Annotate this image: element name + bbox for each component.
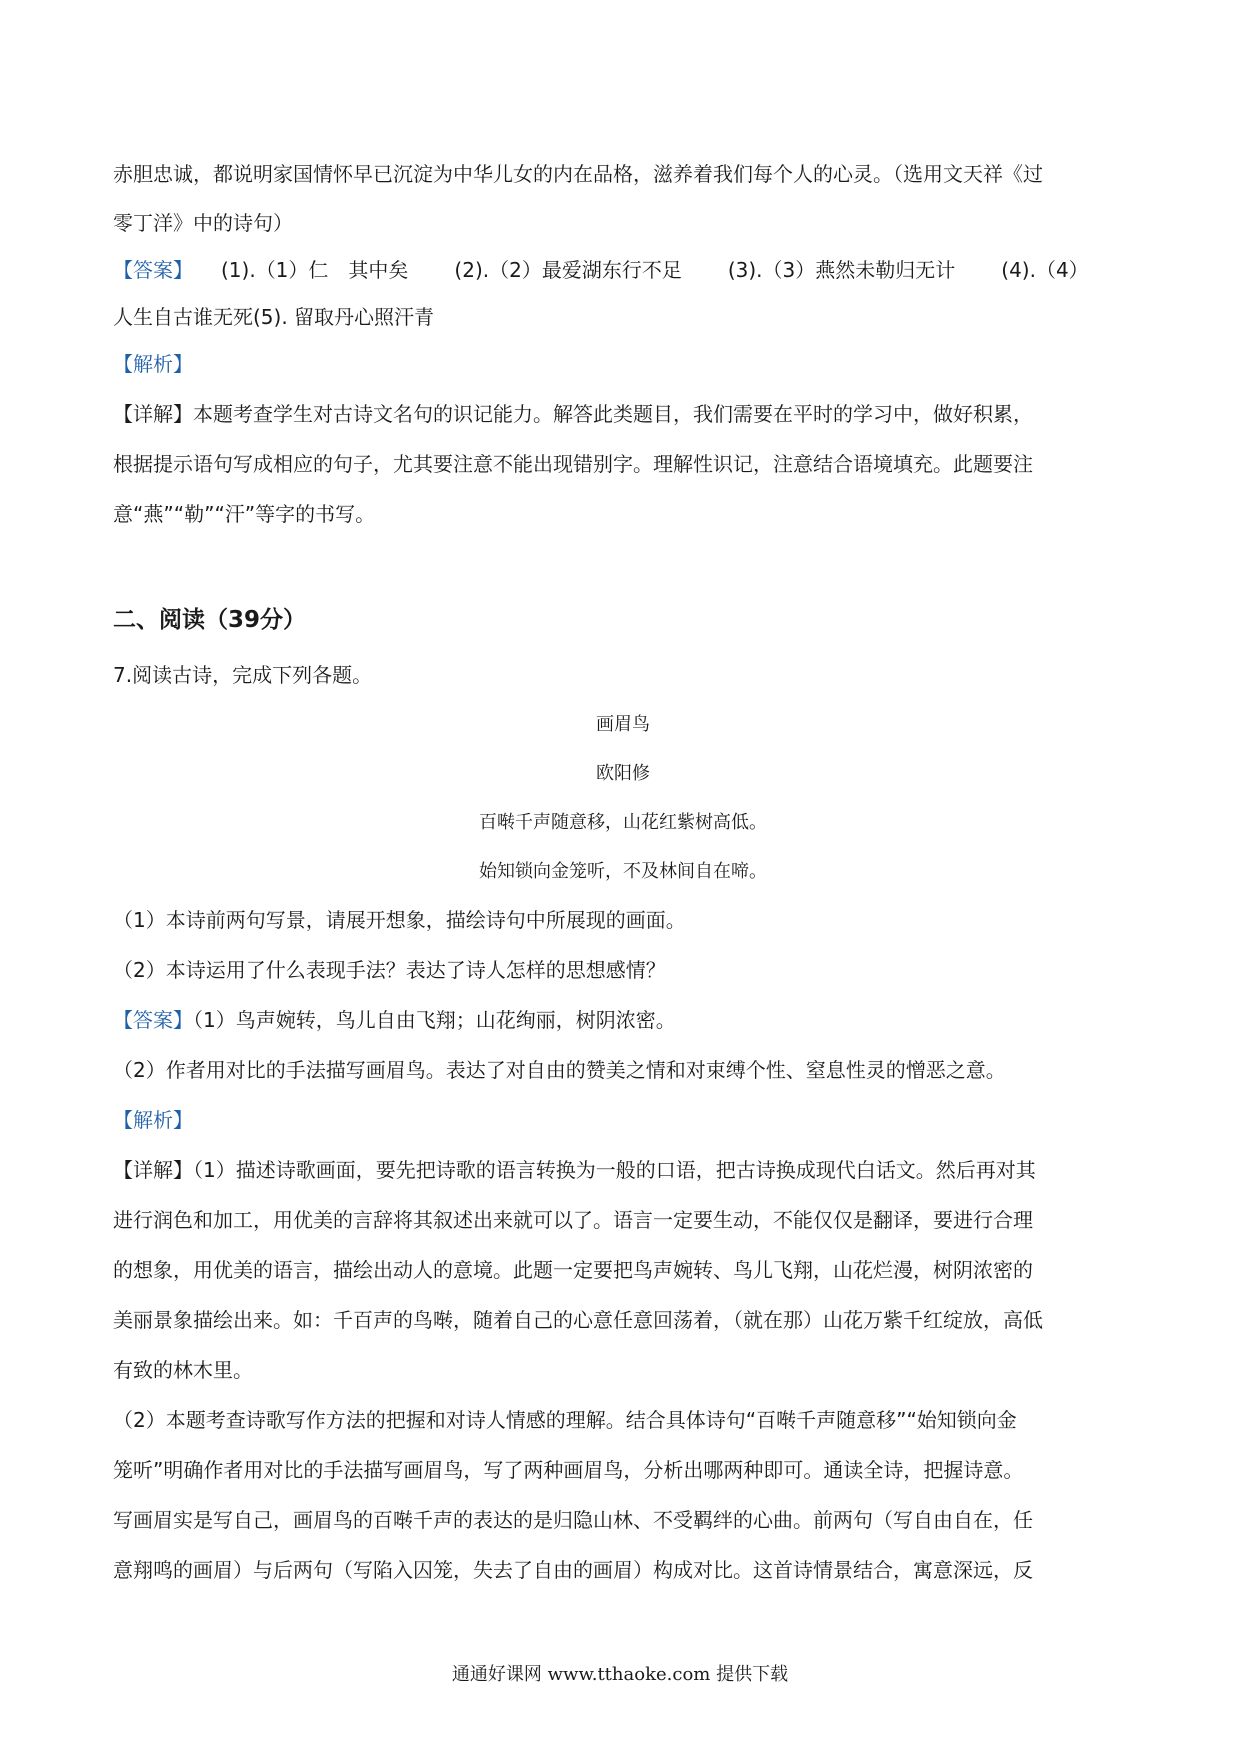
answer-item: (1).（1）仁 其中矣 <box>221 258 409 282</box>
poem-line: 百啭千声随意移，山花红紫树高低。 <box>479 812 767 833</box>
text-line: 有致的林木里。 <box>113 1358 253 1382</box>
text-line: 意翔鸣的画眉）与后两句（写陷入囚笼，失去了自由的画眉）构成对比。这首诗情景结合，寓意深远，反 <box>113 1558 1033 1582</box>
answer-item: (5). 留取丹心照汗青 <box>253 305 435 329</box>
poem-title: 画眉鸟 <box>596 714 650 735</box>
detail-label: 【详解】 <box>113 402 193 426</box>
sub-question: （1）本诗前两句写景，请展开想象，描绘诗句中所展现的画面。 <box>113 908 686 932</box>
answer-text: （2）作者用对比的手法描写画眉鸟。表达了对自由的赞美之情和对束缚个性、窒息性灵的憎恶之意。 <box>113 1058 1006 1082</box>
text-line: 的想象，用优美的语言，描绘出动人的意境。此题一定要把鸟声婉转、鸟儿飞翔，山花烂漫，树阴浓密的 <box>113 1258 1033 1282</box>
sub-question: （2）本诗运用了什么表现手法？表达了诗人怎样的思想感情？ <box>113 958 666 982</box>
answer-label: 【答案】 <box>113 258 193 282</box>
answer-item: 人生自古谁无死 <box>113 305 253 329</box>
answer-item: (4).（4） <box>1001 258 1089 282</box>
q6-answer <box>113 246 1133 296</box>
text-line: 进行润色和加工，用优美的言辞将其叙述出来就可以了。语言一定要生动，不能仅仅是翻译，要进行合理 <box>113 1208 1033 1232</box>
analysis-label: 【解析】 <box>113 352 193 376</box>
answer-item: (2).（2）最爱湖东行不足 <box>454 258 682 282</box>
text-line: 意“燕”“勒”“汗”等字的书写。 <box>113 502 376 526</box>
question-intro: 7.阅读古诗，完成下列各题。 <box>113 663 373 687</box>
text-line: （2）本题考查诗歌写作方法的把握和对诗人情感的理解。结合具体诗句“百啭千声随意移”“始知锁向金 <box>113 1408 1017 1432</box>
text-line: 本题考查学生对古诗文名句的识记能力。解答此类题目，我们需要在平时的学习中，做好积累， <box>193 402 1033 426</box>
text-line: 赤胆忠诚，都说明家国情怀早已沉淀为中华儿女的内在品格，滋养着我们每个人的心灵。（选用文天祥《过 <box>113 162 1043 186</box>
poem-line: 始知锁向金笼听，不及林间自在啼。 <box>479 861 767 882</box>
text-line: 零丁洋》中的诗句） <box>113 211 293 235</box>
text-line: 写画眉实是写自己，画眉鸟的百啭千声的表达的是归隐山林、不受羁绊的心曲。前两句（写自由自在，任 <box>113 1508 1033 1532</box>
poem-author: 欧阳修 <box>596 763 650 784</box>
text-line: （1）描述诗歌画面，要先把诗歌的语言转换为一般的口语，把古诗换成现代白话文。然后再对其 <box>193 1158 1036 1182</box>
detail-label: 【详解】 <box>113 1158 193 1182</box>
answer-label: 【答案】 <box>113 1008 193 1032</box>
text-line: 美丽景象描绘出来。如：千百声的鸟啭，随着自己的心意任意回荡着，（就在那）山花万紫千红绽放，高低 <box>113 1308 1043 1332</box>
text-line: 笼听”明确作者用对比的手法描写画眉鸟，写了两种画眉鸟，分析出哪两种即可。通读全诗，把握诗意。 <box>113 1458 1024 1482</box>
page-footer: 通通好课网 www.tthaoke.com 提供下载 <box>451 1664 789 1685</box>
answer-item: (3).（3）燕然未勒归无计 <box>727 258 956 282</box>
answer-text: （1）鸟声婉转，鸟儿自由飞翔；山花绚丽，树阴浓密。 <box>193 1008 676 1032</box>
analysis-label: 【解析】 <box>113 1108 193 1132</box>
section-heading: 二、阅读（39分） <box>113 607 307 633</box>
text-line: 根据提示语句写成相应的句子，尤其要注意不能出现错别字。理解性识记，注意结合语境填充。此题要注 <box>113 452 1033 476</box>
